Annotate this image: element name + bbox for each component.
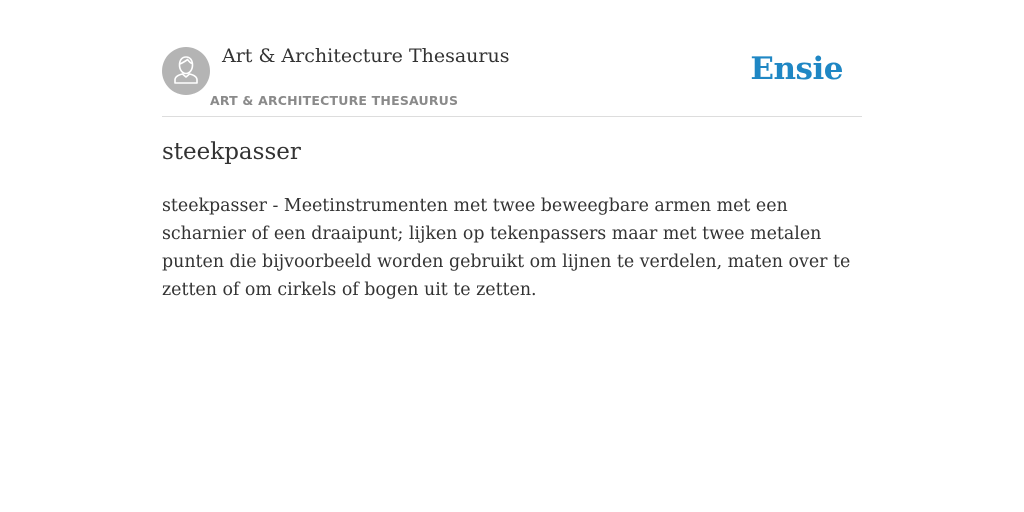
source-subtitle: ART & ARCHITECTURE THESAURUS: [210, 93, 459, 108]
source-name[interactable]: Art & Architecture Thesaurus: [222, 45, 510, 67]
page-content: [162, 0, 862, 300]
user-silhouette-icon: [162, 47, 210, 95]
page-header: [162, 0, 862, 117]
entry-definition: steekpasser - Meetinstrumenten met twee beweegbare armen met een scharnier of een draaipunt; lijken op tekenpassers maar met twee metalen punten die bijvoorbeeld worden gebruikt om lijnen te verdelen, maten over te zetten of om cirkels of bogen uit te zetten.: [162, 196, 851, 300]
avatar[interactable]: [162, 47, 210, 95]
brand-logo[interactable]: Ensie: [750, 51, 843, 87]
entry-term: steekpasser: [162, 139, 301, 165]
